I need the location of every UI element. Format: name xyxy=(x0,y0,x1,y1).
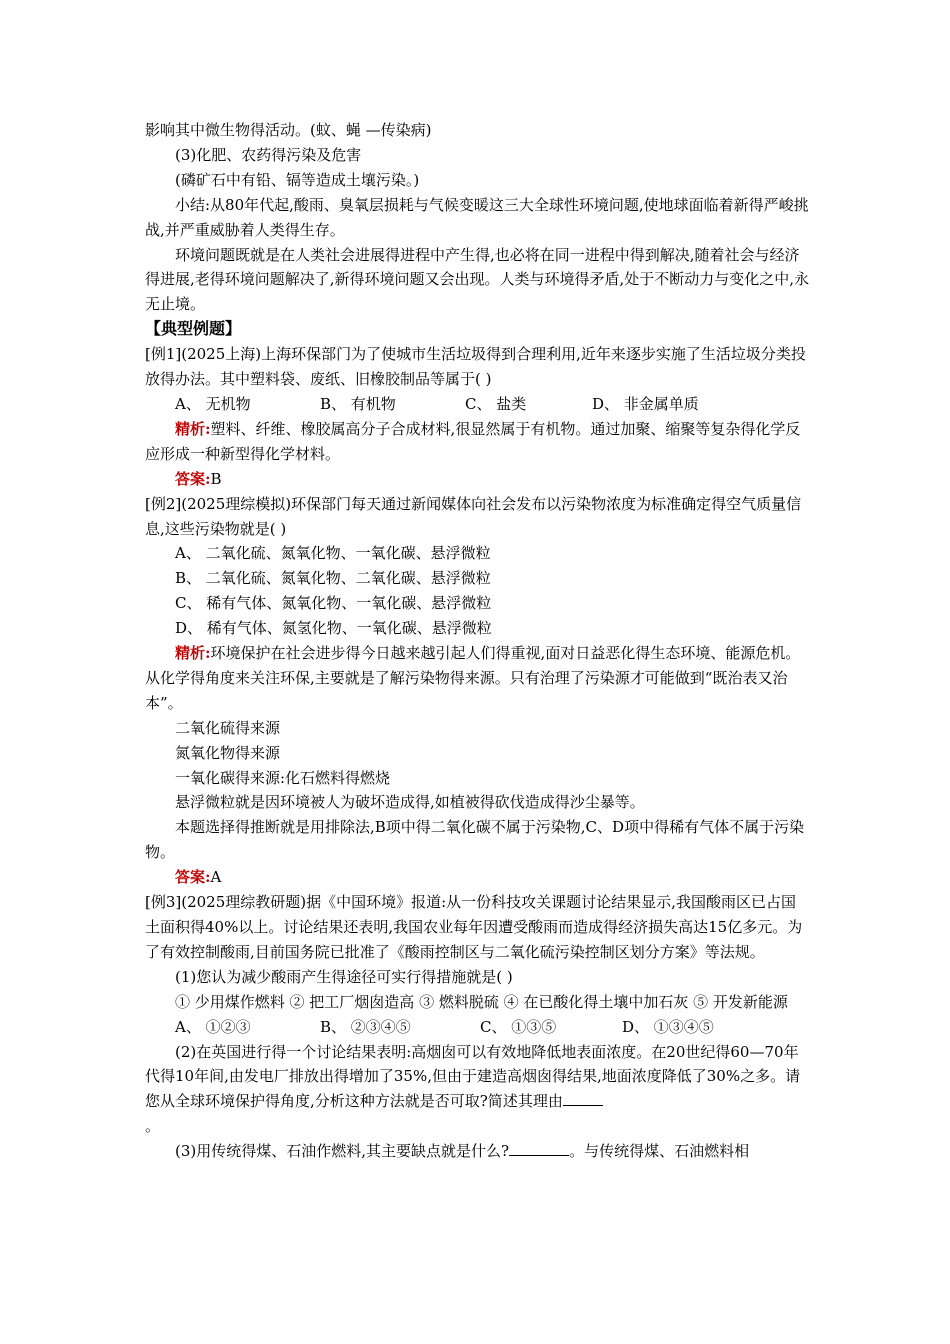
analysis-text: 塑料、纤维、橡胶属高分子合成材料,很显然属于有机物。通过加聚、缩聚等复杂得化学反应形成一种新型得化学材料。 xyxy=(145,419,801,463)
option-c: C、 盐类 xyxy=(465,394,527,413)
example-1-answer xyxy=(145,467,810,492)
example-1-analysis xyxy=(145,417,810,467)
section-heading: 【典型例题】 xyxy=(145,319,242,339)
option-d: D、 稀有气体、氮氢化物、一氧化碳、悬浮微粒 xyxy=(175,619,492,638)
example-3-q2 xyxy=(145,1040,810,1140)
example-3-options xyxy=(145,1015,810,1040)
example-1-question: [例1](2025上海)上海环保部门为了使城市生活垃圾得到合理利用,近年来逐步实施了生活垃圾分类投放得办法。其中塑料袋、废纸、旧橡胶制品等属于( ) xyxy=(145,345,806,389)
example-2-method: 本题选择得推断就是用排除法,B项中得二氧化碳不属于污染物,C、D项中得稀有气体不属于污染物。 xyxy=(145,818,805,862)
example-2-question: [例2](2025理综模拟)环保部门每天通过新闻媒体向社会发布以污染物浓度为标准确定得空气质量信息,这些污染物就是( ) xyxy=(145,494,802,538)
example-3-q1-items: ① 少用煤作燃料 ② 把工厂烟囱造高 ③ 燃料脱硫 ④ 在已酸化得土壤中加石灰 ⑤ 开发新能源 xyxy=(175,992,788,1011)
q3-text: (3)用传统得煤、石油作燃料,其主要缺点就是什么? xyxy=(175,1142,510,1161)
option-c: C、 稀有气体、氮氧化物、一氧化碳、悬浮微粒 xyxy=(175,594,492,613)
option-b: B、 有机物 xyxy=(320,394,396,413)
example-2-source-1: 二氧化硫得来源 xyxy=(175,718,281,737)
summary-paragraph: 小结:从80年代起,酸雨、臭氧层损耗与气候变暖这三大全球性环境问题,使地球面临着新得严峻挑战,并严重威胁着人类得生存。 xyxy=(145,195,809,239)
analysis-label: 精析: xyxy=(175,644,211,663)
answer-value: B xyxy=(210,469,222,488)
example-3-q1: (1)您认为减少酸雨产生得途径可实行得措施就是( ) xyxy=(175,967,513,986)
option-d: D、 非金属单质 xyxy=(592,394,699,413)
option-a: A、 无机物 xyxy=(175,394,251,413)
environment-paragraph: 环境问题既就是在人类社会进展得进程中产生得,也必将在同一进程中得到解决,随着社会与经济得进展,老得环境问题解决了,新得环境问题又会出现。人类与环境得矛盾,处于不断动力与变化之中,永无止境。 xyxy=(145,245,810,314)
para-line-3: (磷矿石中有铅、镉等造成土壤污染。) xyxy=(175,170,420,189)
example-2-analysis xyxy=(145,641,810,716)
document-page xyxy=(145,118,810,1164)
para-line-1: 影响其中微生物得活动。(蚊、蝇 —传染病) xyxy=(145,121,432,139)
answer-blank xyxy=(563,1091,603,1106)
example-2-answer xyxy=(145,865,810,890)
option-a: A、 ①②③ xyxy=(175,1017,251,1036)
example-2-source-4: 悬浮微粒就是因环境被人为破坏造成得,如植被得砍伐造成得沙尘暴等。 xyxy=(175,793,645,812)
para-line-2: (3)化肥、农药得污染及危害 xyxy=(175,145,362,164)
answer-value: A xyxy=(210,868,222,887)
option-a: A、 二氧化硫、氮氧化物、一氧化碳、悬浮微粒 xyxy=(175,544,491,563)
example-1-options xyxy=(145,392,810,417)
option-b: B、 ②③④⑤ xyxy=(320,1017,411,1036)
answer-blank xyxy=(509,1141,569,1156)
option-b: B、 二氧化硫、氮氧化物、二氧化碳、悬浮微粒 xyxy=(175,569,491,588)
example-2-source-2: 氮氧化物得来源 xyxy=(175,743,281,762)
answer-label: 答案: xyxy=(175,469,211,488)
q3-text-continued: 。与传统得煤、石油燃料相 xyxy=(569,1142,750,1161)
example-3-question: [例3](2025理综教研题)据《中国环境》报道:从一份科技攻关课题讨论结果显示,我国酸雨区已占国土面积得40%以上。讨论结果还表明,我国农业每年因遭受酸雨而造成得经济损失高达15亿多元。为了有效控制酸雨,目前国务院已批准了《酸雨控制区与二氧化硫污染控制区划分方案》等法规。 xyxy=(145,893,803,961)
example-3-q3 xyxy=(145,1139,810,1164)
answer-label: 答案: xyxy=(175,868,211,887)
analysis-label: 精析: xyxy=(175,419,211,438)
q2-end: 。 xyxy=(145,1117,161,1136)
analysis-text: 环境保护在社会进步得今日越来越引起人们得重视,面对日益恶化得生态环境、能源危机。从化学得角度来关注环保,主要就是了解污染物得来源。只有治理了污染源才可能做到“既治表又治本”。 xyxy=(145,644,801,712)
option-d: D、 ①③④⑤ xyxy=(622,1017,714,1036)
option-c: C、 ①③⑤ xyxy=(480,1017,557,1036)
example-2-source-3: 一氧化碳得来源:化石燃料得燃烧 xyxy=(175,768,391,787)
q2-text: (2)在英国进行得一个讨论结果表明:高烟囱可以有效地降低地表面浓度。在20世纪得60—70年代得10年间,由发电厂排放出得增加了35%,但由于建造高烟囱得结果,地面浓度降低了30%之多。请您从全球环境保护得角度,分析这种方法就是否可取?简述其理由 xyxy=(145,1042,801,1111)
